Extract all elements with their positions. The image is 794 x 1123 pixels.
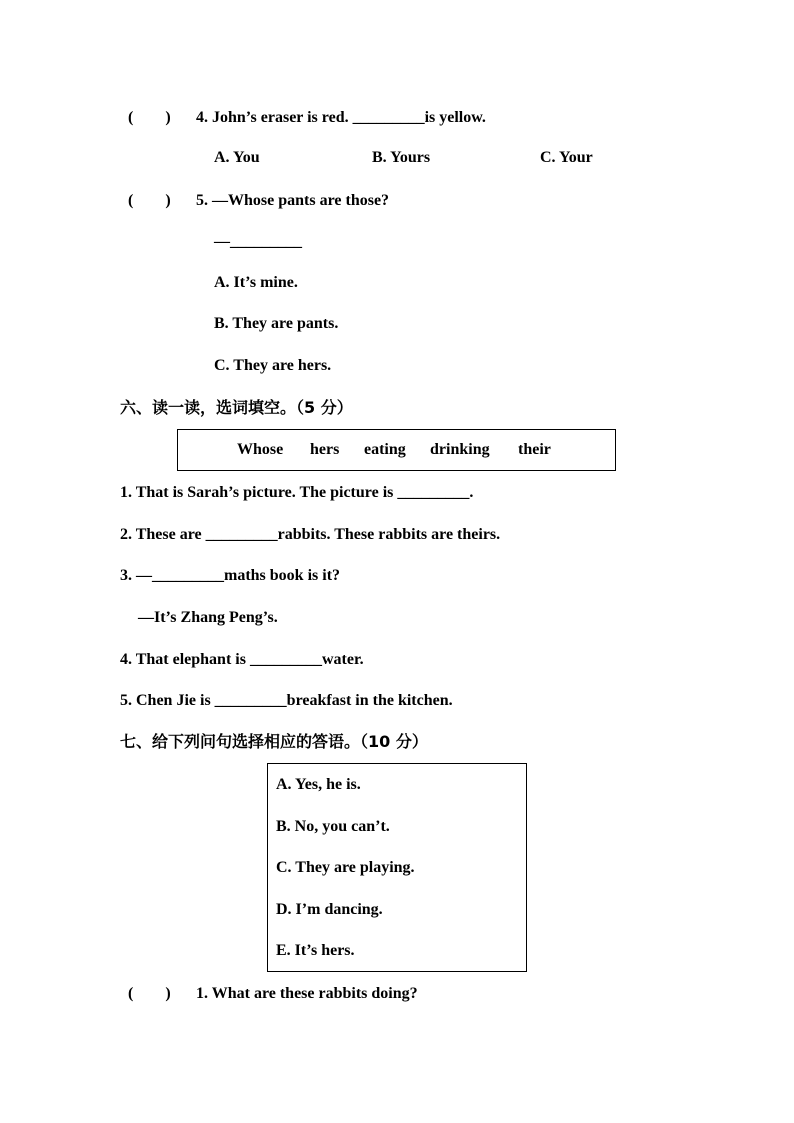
word-bank-whose: Whose: [237, 441, 284, 458]
answer-a: A. Yes, he is.: [276, 776, 361, 793]
section6-item-3: 3. —_________maths book is it?: [120, 567, 341, 584]
answer-e: E. It’s hers.: [276, 942, 355, 959]
answer-b: B. No, you can’t.: [276, 818, 390, 835]
q5-paren: ( ): [128, 192, 171, 209]
word-bank-box: [177, 429, 616, 471]
word-bank-drinking: drinking: [430, 441, 490, 458]
section7-q1: 1. What are these rabbits doing?: [196, 985, 418, 1002]
q5-stem: 5. —Whose pants are those?: [196, 192, 390, 209]
section7-q1-paren: ( ): [128, 985, 171, 1002]
q4-stem: 4. John’s eraser is red. _________is yellow.: [196, 109, 486, 126]
word-bank-eating: eating: [364, 441, 406, 458]
q4-option-c: C. Your: [540, 149, 593, 166]
word-bank-their: their: [518, 441, 551, 458]
q5-option-a: A. It’s mine.: [214, 274, 298, 291]
q4-option-a: A. You: [214, 149, 260, 166]
answer-d: D. I’m dancing.: [276, 901, 383, 918]
word-bank-hers: hers: [310, 441, 340, 458]
q5-option-c: C. They are hers.: [214, 357, 332, 374]
answer-c: C. They are playing.: [276, 859, 415, 876]
section6-item-2: 2. These are _________rabbits. These rabbits are theirs.: [120, 526, 501, 543]
answer-bank-box: [267, 763, 527, 972]
q5-option-b: B. They are pants.: [214, 315, 339, 332]
section6-item-1: 1. That is Sarah’s picture. The picture is _________.: [120, 484, 474, 501]
q4-paren: ( ): [128, 109, 171, 126]
section6-item-3-answer: —It’s Zhang Peng’s.: [138, 609, 278, 626]
q5-answer-line: —_________: [214, 233, 302, 250]
section7-heading: 七、给下列问句选择相应的答语。（10 分）: [120, 732, 428, 751]
section6-item-5: 5. Chen Jie is _________breakfast in the kitchen.: [120, 692, 453, 709]
section6-item-4: 4. That elephant is _________water.: [120, 651, 364, 668]
q4-option-b: B. Yours: [372, 149, 431, 166]
section6-heading: 六、读一读，选词填空。（5 分）: [120, 398, 353, 417]
